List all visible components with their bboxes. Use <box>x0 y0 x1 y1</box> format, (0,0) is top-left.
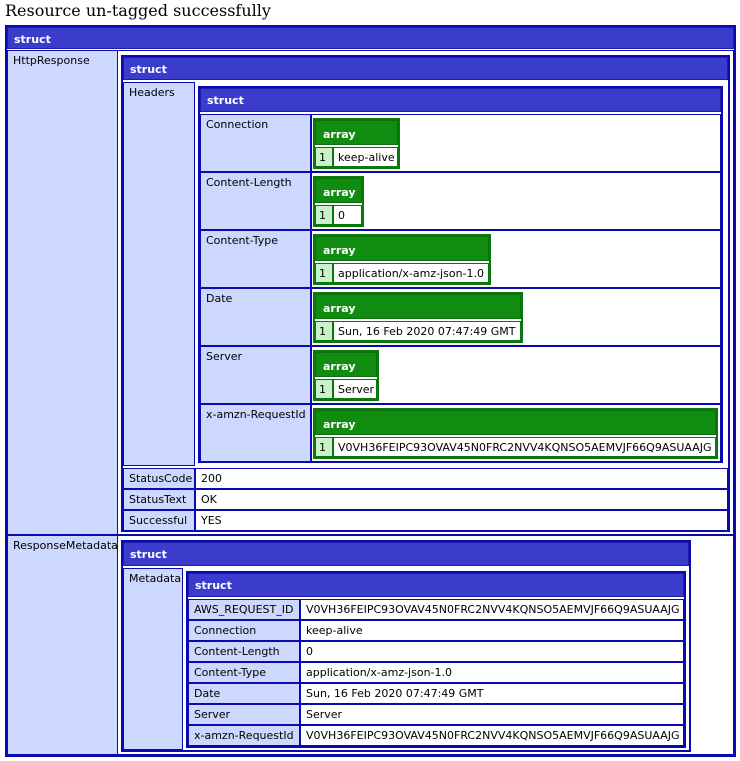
metadata-value-server: Server <box>300 704 684 725</box>
connection-array-index: 1 <box>315 147 333 167</box>
metadata-value-content-length: 0 <box>300 641 684 662</box>
key-successful: Successful <box>123 510 195 531</box>
metadata-key-server: Server <box>188 704 300 725</box>
header-value-content-length <box>311 172 721 230</box>
date-array-value: Sun, 16 Feb 2020 07:47:49 GMT <box>333 321 521 341</box>
metadata-value-connection: keep-alive <box>300 620 684 641</box>
metadata-struct-header: struct <box>188 573 684 597</box>
connection-array-value: keep-alive <box>333 147 398 167</box>
key-statuscode: StatusCode <box>123 468 195 489</box>
content-type-array-value: application/x-amz-json-1.0 <box>333 263 489 283</box>
content-length-array-index: 1 <box>315 205 333 225</box>
content-type-array-index: 1 <box>315 263 333 283</box>
metadata-value-x-amzn-requestid: V0VH36FEIPC93OVAV45N0FRC2NVV4KQNSO5AEMVJF66Q9ASUAAJG <box>300 725 684 746</box>
metadata-value-aws-request-id: V0VH36FEIPC93OVAV45N0FRC2NVV4KQNSO5AEMVJF66Q9ASUAAJG <box>300 599 684 620</box>
header-key-server: Server <box>200 346 311 404</box>
metadata-key-x-amzn-requestid: x-amzn-RequestId <box>188 725 300 746</box>
value-statuscode: 200 <box>195 468 728 489</box>
content-length-array-header: array <box>315 178 362 203</box>
key-statustext: StatusText <box>123 489 195 510</box>
header-key-content-type: Content-Type <box>200 230 311 288</box>
page-title: Resource un-tagged successfully <box>5 1 271 20</box>
metadata-key-aws-request-id: AWS_REQUEST_ID <box>188 599 300 620</box>
server-array-index: 1 <box>315 379 333 399</box>
httpresponse-struct-header: struct <box>123 57 728 80</box>
key-headers: Headers <box>123 82 195 466</box>
key-httpresponse: HttpResponse <box>7 50 118 535</box>
metadata-value-content-type: application/x-amz-json-1.0 <box>300 662 684 683</box>
metadata-key-connection: Connection <box>188 620 300 641</box>
content-type-array-header: array <box>315 236 489 261</box>
x-amzn-requestid-array-index: 1 <box>315 437 333 457</box>
key-metadata: Metadata <box>123 568 183 750</box>
metadata-key-content-length: Content-Length <box>188 641 300 662</box>
header-key-x-amzn-requestid: x-amzn-RequestId <box>200 404 311 462</box>
server-array-header: array <box>315 352 377 377</box>
key-responsemetadata: ResponseMetadata <box>7 535 118 755</box>
content-length-array-value: 0 <box>333 205 362 225</box>
header-key-date: Date <box>200 288 311 346</box>
value-statustext: OK <box>195 489 728 510</box>
date-array-header: array <box>315 294 521 319</box>
metadata-value-date: Sun, 16 Feb 2020 07:47:49 GMT <box>300 683 684 704</box>
responsemetadata-struct-header: struct <box>123 542 689 566</box>
connection-array-header: array <box>315 120 398 145</box>
root-struct-header: struct <box>7 27 734 49</box>
server-array-value: Server <box>333 379 377 399</box>
date-array-index: 1 <box>315 321 333 341</box>
x-amzn-requestid-array-header: array <box>315 410 716 435</box>
headers-struct-header: struct <box>200 88 721 112</box>
metadata-key-content-type: Content-Type <box>188 662 300 683</box>
header-key-connection: Connection <box>200 114 311 172</box>
value-successful: YES <box>195 510 728 531</box>
header-key-content-length: Content-Length <box>200 172 311 230</box>
x-amzn-requestid-array-value: V0VH36FEIPC93OVAV45N0FRC2NVV4KQNSO5AEMVJF66Q9ASUAAJG <box>333 437 716 457</box>
metadata-key-date: Date <box>188 683 300 704</box>
